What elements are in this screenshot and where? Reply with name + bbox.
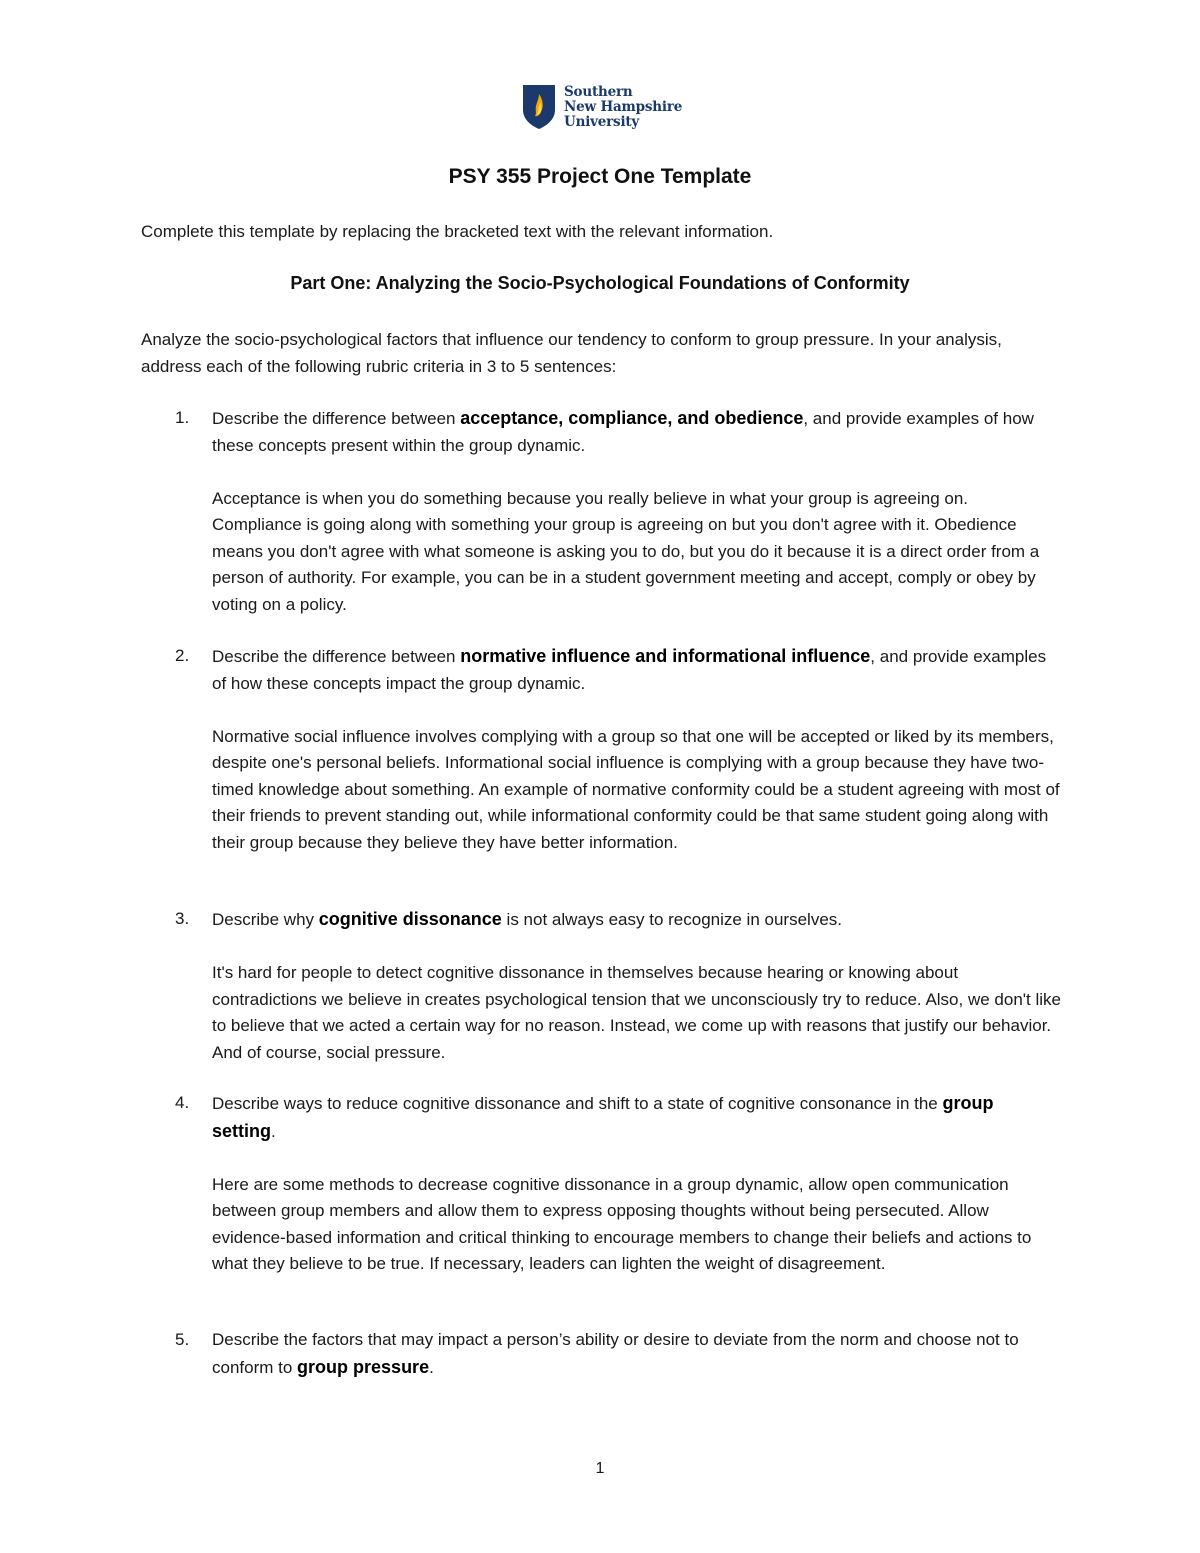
rubric-prompt: Describe the factors that may impact a person’s ability or desire to deviate from the norm and choose not to conform to group pressure. — [212, 1330, 1019, 1377]
document-title: PSY 355 Project One Template — [448, 165, 752, 188]
logo-line-2: New Hampshire — [564, 99, 683, 115]
logo-line-3: University — [564, 114, 640, 130]
list-item-number: 1. — [175, 408, 190, 427]
list-item-number: 4. — [175, 1093, 190, 1112]
rubric-prompt: Describe why cognitive dissonance is not always easy to recognize in ourselves. — [212, 909, 842, 929]
prompt-keyword: cognitive dissonance — [318, 909, 502, 929]
list-item-number: 2. — [175, 646, 190, 665]
university-logo — [522, 84, 692, 132]
list-item-number: 5. — [175, 1330, 190, 1349]
rubric-prompt: Describe ways to reduce cognitive dissonance and shift to a state of cognitive consonance in the group setting. — [212, 1093, 994, 1141]
shield-flame-icon — [522, 84, 556, 130]
prompt-keyword: group pressure — [297, 1356, 430, 1377]
prompt-keyword: normative influence and informational influence — [460, 646, 871, 666]
list-item-number: 3. — [175, 909, 190, 928]
rubric-prompt: Describe the difference between acceptance, compliance, and obedience, and provide examples of how these concepts present within the group dynamic. — [212, 408, 1034, 455]
rubric-prompt: Describe the difference between normative influence and informational influence, and provide examples of how these concepts impact the group dynamic. — [212, 646, 1047, 693]
page-number: 1 — [595, 1460, 605, 1477]
prompt-keyword: acceptance, compliance, and obedience — [460, 408, 804, 428]
logo-line-1: Southern — [564, 84, 633, 100]
answer-text: Normative social influence involves complying with a group so that one will be accepted or liked by its members, despite one's personal beliefs. Informational social influence is complying with a group because they have two-timed knowledge about something. An example of normative conformity could be a student agreeing with most of their friends to prevent standing out, while informational conformity could be that same student going along with their group because they believe they have better information. — [212, 726, 1060, 852]
part-one-heading: Part One: Analyzing the Socio-Psychological Foundations of Conformity — [290, 273, 910, 293]
answer-text: Acceptance is when you do something because you really believe in what your group is agreeing on. Compliance is going along with something your group is agreeing on but you don't agree with it. Obedience means you don't agree with what someone is asking you to do, but you do it because it is a direct order from a person of authority. For example, you can be in a student government meeting and accept, comply or obey by voting on a policy. — [212, 488, 1040, 614]
intro-paragraph: Analyze the socio-psychological factors that influence our tendency to conform to group pressure. In your analysis, address each of the following rubric criteria in 3 to 5 sentences: — [141, 330, 1002, 376]
answer-text: It's hard for people to detect cognitive dissonance in themselves because hearing or knowing about contradictions we believe in creates psychological tension that we unconsciously try to reduce. Also, we don't like to believe that we acted a certain way for no reason. Instead, we come up with reasons that justify our behavior. And of course, social pressure. — [212, 963, 1061, 1062]
prompt-keyword: group setting — [212, 1093, 994, 1141]
answer-text: Here are some methods to decrease cognitive dissonance in a group dynamic, allow open communication between group members and allow them to express opposing thoughts without being persecuted. Allow evidence-based information and critical thinking to encourage members to change their beliefs and actions to what they believe to be true. If necessary, leaders can lighten the weight of disagreement. — [212, 1174, 1032, 1273]
logo-wordmark — [564, 85, 682, 130]
instructions-text: Complete this template by replacing the bracketed text with the relevant information. — [141, 222, 774, 241]
